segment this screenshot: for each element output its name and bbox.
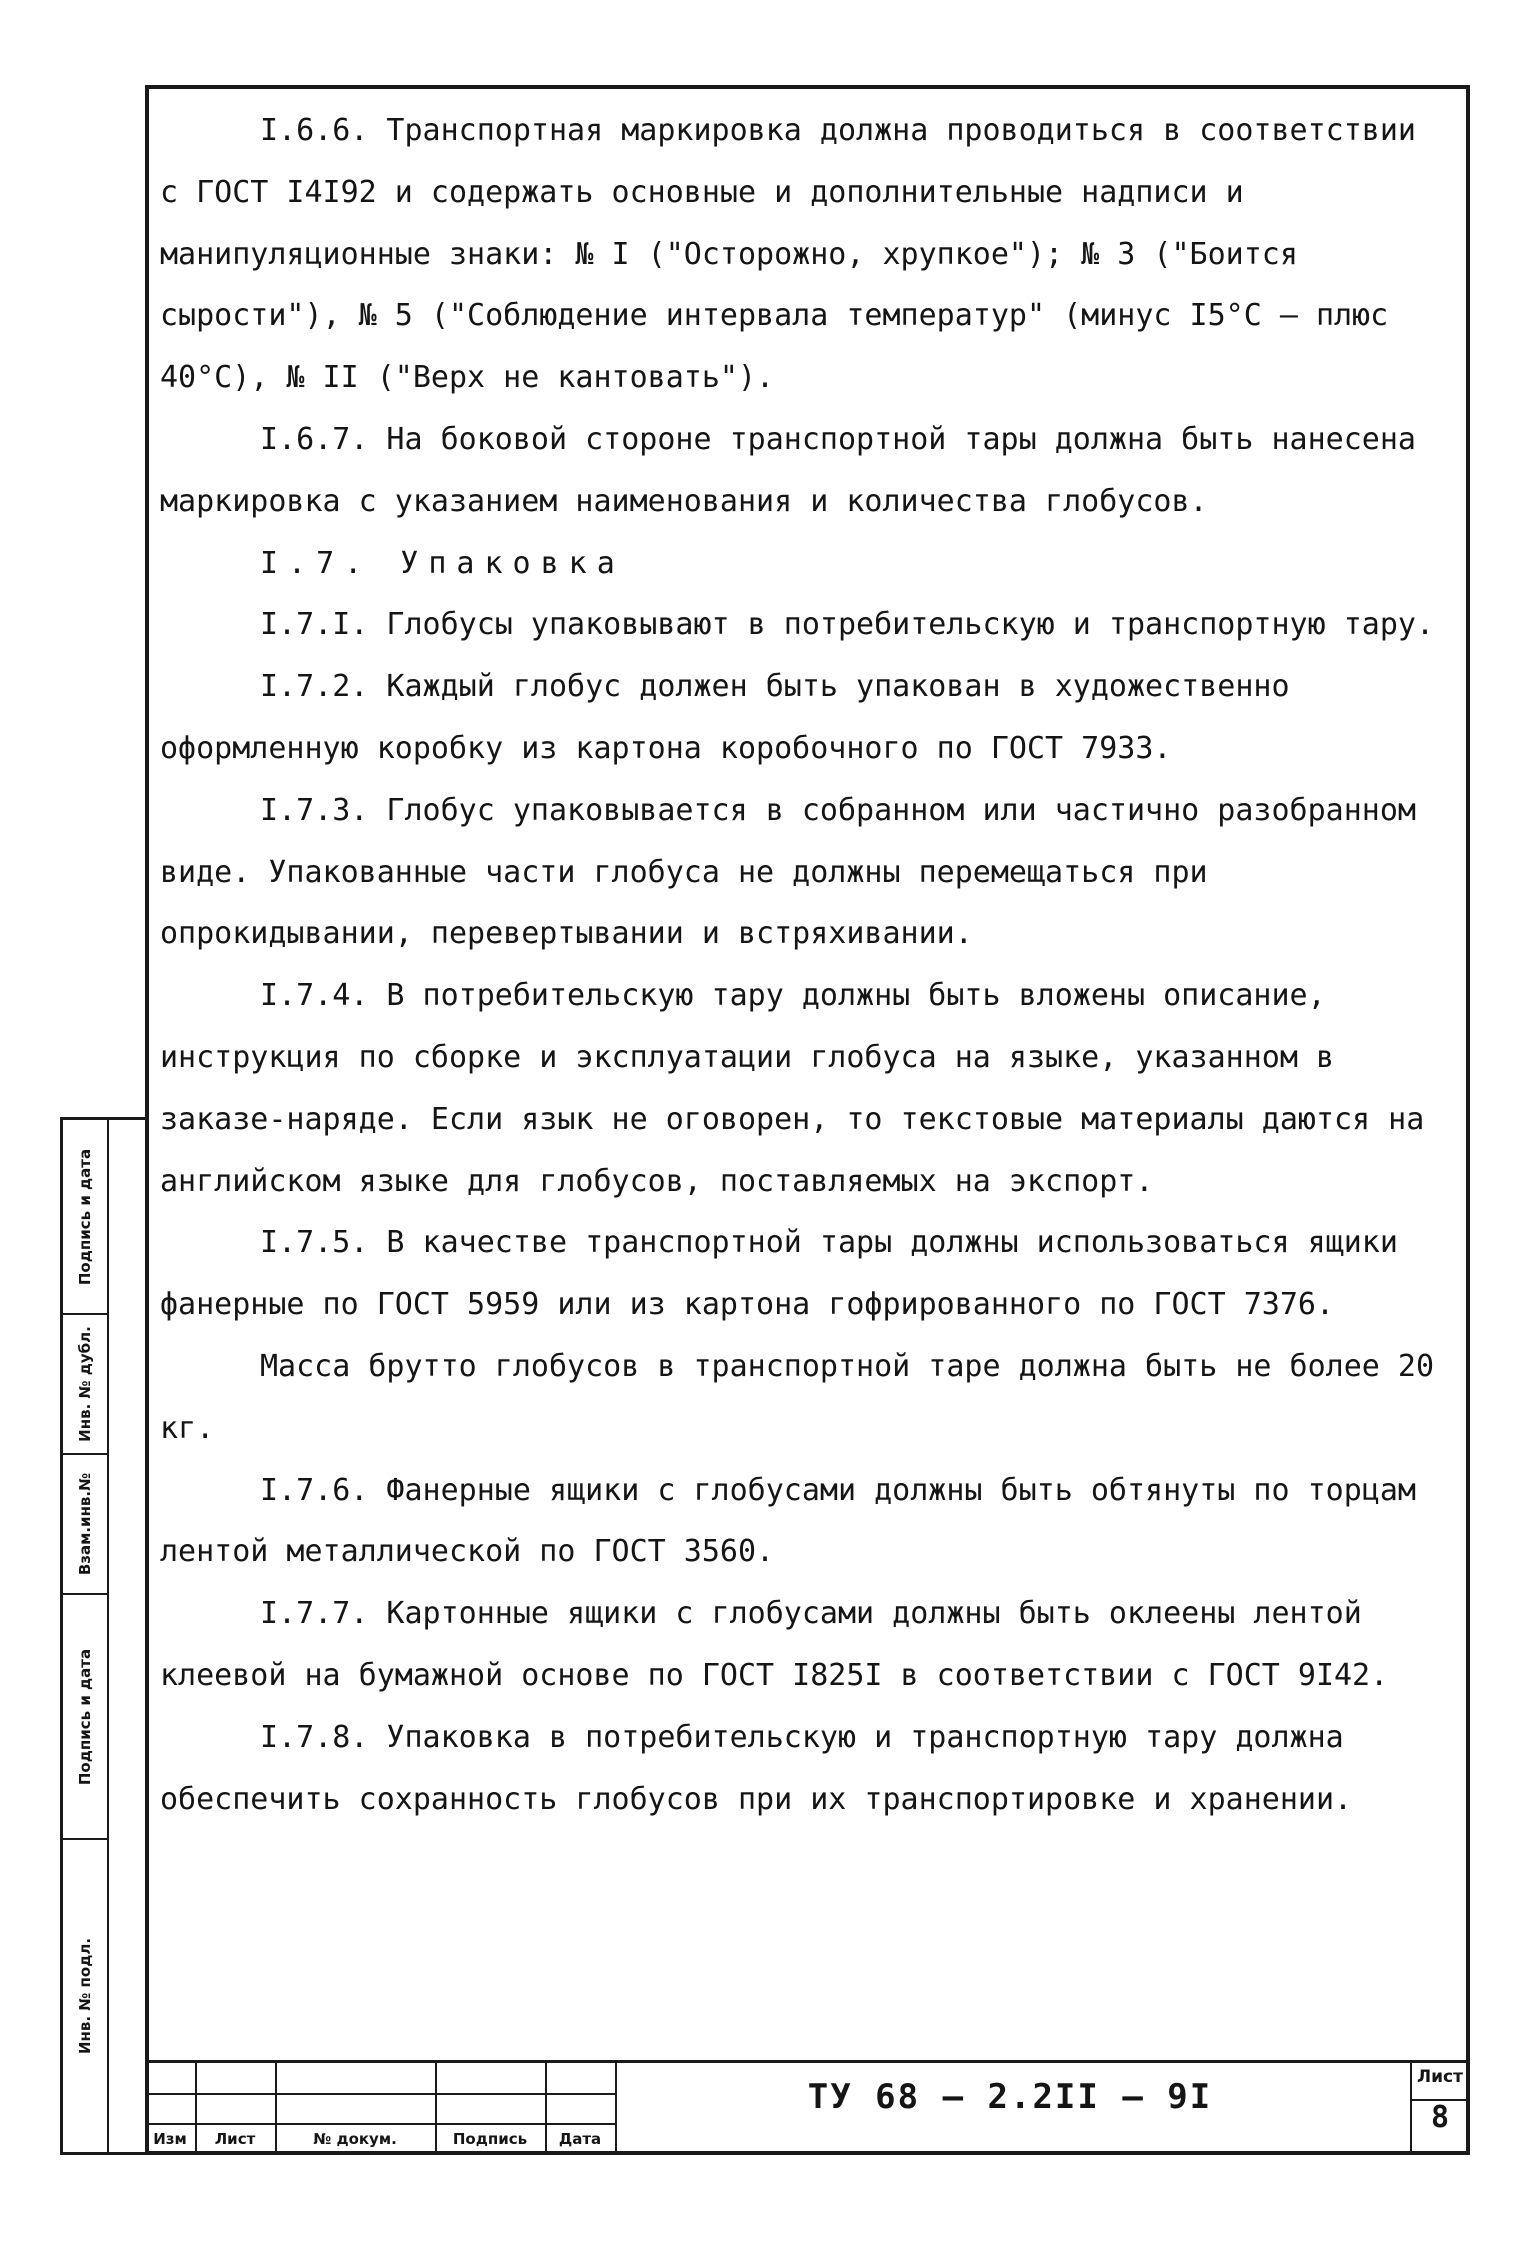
left-margin-table — [60, 1117, 145, 2155]
stamp-header-izm: Изм — [153, 2130, 187, 2148]
paragraph-1-7-3: I.7.3. Глобус упаковывается в собранном или частично разобранном виде. Упакованные части глобуса не должны перемещаться при опрокидывании, перевертывании и встряхивании. — [160, 792, 1416, 952]
paragraph-1-7-1: I.7.I. Глобусы упаковывают в потребительскую и транспортную тару. — [260, 607, 1434, 643]
paragraph-gross-mass: Масса брутто глобусов в транспортной таре должна быть не более 20 кг. — [160, 1348, 1434, 1446]
left-margin-blank-column — [107, 1120, 109, 2152]
stamp-header-doc-num: № докум. — [313, 2130, 397, 2148]
sheet-label: Лист — [1417, 2067, 1463, 2087]
paragraph-1-7-2: I.7.2. Каждый глобус должен быть упакован в художественно оформленную коробку из картона коробочного по ГОСТ 7933. — [160, 669, 1290, 766]
stamp-header-sign: Подпись — [452, 2130, 528, 2148]
sidebar-sign-date-bottom: Подпись и дата — [63, 1595, 107, 1840]
sidebar-vzam-inv: Взам.инв.№ — [63, 1455, 107, 1595]
title-block-row-line — [145, 2093, 615, 2095]
sidebar-inv-dubl: Инв. № дубл. — [63, 1315, 107, 1455]
section-heading-packaging: I.7. Упаковка — [260, 545, 625, 581]
paragraph-1-6-7: I.6.7. На боковой стороне транспортной тары должна быть нанесена маркировка с указанием наименования и количества глобусов. — [160, 421, 1416, 519]
sidebar-sign-date-top: Подпись и дата — [63, 1120, 107, 1315]
paragraph-1-6-6: I.6.6. Транспортная маркировка должна проводиться в соответствии с ГОСТ I4I92 и содержать основные и дополнительные надписи и манипуляционные знаки: № I ("Осторожно, хрупкое"); № 3 ("Боится сырости"), № 5 ("Соблюдение интервала температур" (минус I5°C – плюс 40°C), № II ("Верх не кантовать"). — [160, 113, 1416, 396]
paragraph-1-7-8: I.7.8. Упаковка в потребительскую и транспортную тару должна обеспечить сохранность глобусов при их транспортировке и хранении. — [160, 1719, 1353, 1817]
paragraph-1-7-4: I.7.4. В потребительскую тару должны быть вложены описание, инструкция по сборке и эксплуатации глобуса на языке, указанном в заказе-наряде. Если язык не оговорен, то текстовые материалы даются на английском языке для глобусов, поставляемых на экспорт. — [160, 978, 1425, 1199]
stamp-header-list: Лист — [214, 2130, 256, 2148]
document-number: ТУ 68 – 2.2II – 9I — [807, 2077, 1213, 2117]
paragraph-1-7-6: I.7.6. Фанерные ящики с глобусами должны быть обтянуты по торцам лентой металлической по ГОСТ 3560. — [160, 1472, 1416, 1570]
paragraph-1-7-7: I.7.7. Картонные ящики с глобусами должны быть оклеены лентой клеевой на бумажной основе по ГОСТ I825I в соответствии с ГОСТ 9I42. — [160, 1596, 1389, 1693]
sheet-number: 8 — [1430, 2100, 1450, 2135]
paragraph-1-7-5: I.7.5. В качестве транспортной тары должны использоваться ящики фанерные по ГОСТ 5959 или из картона гофрированного по ГОСТ 7376. — [160, 1225, 1398, 1323]
document-body — [160, 100, 1450, 1830]
stamp-header-date: Дата — [558, 2130, 602, 2148]
sidebar-inv-podl: Инв. № подл. — [76, 1937, 95, 2055]
title-block-divider — [615, 2063, 617, 2155]
